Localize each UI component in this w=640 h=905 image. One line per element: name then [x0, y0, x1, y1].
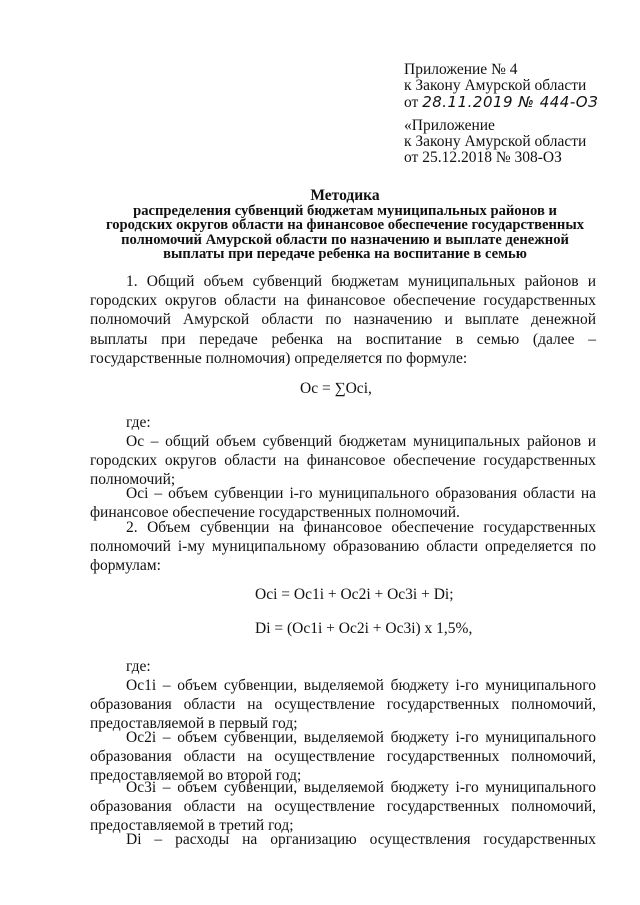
definition-oc: Ос – общий объем субвенций бюджетам муниципальных районов и городских округов области на финансовое обеспечение государственных полномочий; [90, 433, 596, 489]
appendix-number: Приложение № 4 [404, 61, 518, 78]
definition-oc2: Ос2і – объем субвенции, выделяемой бюджету і-го муниципального образования области на осуществление государственных полномочий, предоставляемой во второй год; [90, 729, 596, 785]
appendix-date-line [404, 94, 598, 111]
prev-appendix-law-ref: к Закону Амурской области [404, 133, 587, 150]
paragraph-1: 1. Общий объем субвенций бюджетам муниципальных районов и городских округов области на финансовое обеспечение государственных полномочий Амурской области по назначению и выплате денежной выплаты при передаче ребенка на воспитание в семью (далее – государственные полномочия) определяется по формуле: [90, 273, 596, 367]
definition-di: Dі – расходы на организацию осуществления государственных [126, 831, 596, 848]
formula-oci: Осі = Ос1і + Ос2і + Ос3і + Dі; [255, 586, 454, 603]
title-line: городских округов области на финансовое обеспечение государственных [105, 217, 585, 233]
prev-appendix-date: от 25.12.2018 № 308-ОЗ [404, 149, 562, 166]
definition-oci: Осі – объем субвенции і-го муниципального образования области на финансовое обеспечение государственных полномочий. [90, 485, 596, 522]
title-line: полномочий Амурской области по назначению и выплате денежной [121, 231, 569, 248]
where-label: где: [126, 414, 151, 431]
where-label: где: [126, 658, 151, 675]
title-line: выплаты при передаче ребенка на воспитание в семью [163, 246, 527, 262]
document-title [90, 189, 600, 262]
previous-appendix-header [404, 118, 586, 166]
title-main: Методика [310, 187, 380, 204]
definition-oc1: Ос1і – объем субвенции, выделяемой бюджету і-го муниципального образования области на осуществление государственных полномочий, предоставляемой в первый год; [90, 677, 596, 733]
formula-di: Dі = (Ос1і + Ос2і + Ос3і) х 1,5%, [255, 620, 473, 637]
appendix-date-prefix: от [404, 94, 419, 111]
appendix-header [404, 62, 598, 111]
definition-oc3: Ос3і – объем субвенции, выделяемой бюджету і-го муниципального образования области на осуществление государственных полномочий, предоставляемой в третий год; [90, 779, 596, 835]
handwritten-date-number: 28.11.2019 № 444-ОЗ [422, 93, 599, 111]
title-line: распределения субвенций бюджетам муниципальных районов и [133, 202, 557, 219]
prev-appendix-label: «Приложение [404, 117, 495, 134]
appendix-law-ref: к Закону Амурской области [404, 77, 587, 94]
paragraph-2: 2. Объем субвенции на финансовое обеспечение государственных полномочий і-му муниципальному образованию области определяется по формулам: [90, 519, 596, 575]
formula-total: Ос = ∑Осі, [300, 380, 372, 397]
